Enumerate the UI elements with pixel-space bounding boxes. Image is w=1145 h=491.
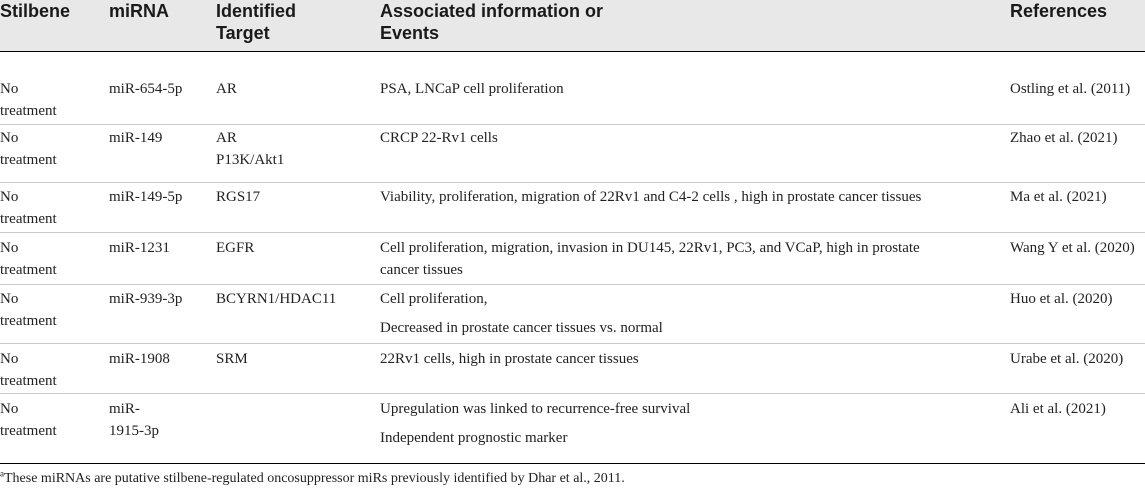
cell-stilbene <box>0 78 57 122</box>
cell-target <box>216 186 260 208</box>
cell-text: miR-1908 <box>109 351 170 367</box>
cell-text: treatment <box>0 152 57 168</box>
cell-text: SRM <box>216 351 248 367</box>
table-footnote <box>0 470 625 488</box>
cell-target <box>216 78 237 100</box>
cell-stilbene <box>0 348 57 392</box>
header-references: References <box>1010 1 1108 21</box>
cell-text: treatment <box>0 103 57 119</box>
cell-text: No <box>0 351 19 367</box>
cell-text: Zhao et al. (2021) <box>1010 130 1118 146</box>
cell-text: AR <box>216 130 237 146</box>
row-divider <box>0 124 1145 125</box>
cell-text: Ali et al. (2021) <box>1010 401 1106 417</box>
cell-text: treatment <box>0 211 57 227</box>
cell-info <box>380 127 498 149</box>
cell-text: Decreased in prostate cancer tissues vs. normal <box>380 320 663 336</box>
cell-text: No <box>0 240 19 256</box>
cell-stilbene <box>0 237 57 281</box>
cell-info <box>380 348 639 370</box>
cell-text: treatment <box>0 313 57 329</box>
cell-text: Wang Y et al. (2020) <box>1010 240 1135 256</box>
cell-reference <box>1010 398 1106 420</box>
cell-text: Cell proliferation, migration, invasion in DU145, 22Rv1, PC3, and VCaP, high in prostate <box>380 240 920 256</box>
cell-text: PSA, LNCaP cell proliferation <box>380 81 564 97</box>
cell-reference <box>1010 237 1135 259</box>
cell-stilbene <box>0 398 57 442</box>
cell-target <box>216 127 284 171</box>
cell-text: No <box>0 130 19 146</box>
header-stilbene: Stilbene <box>0 1 71 21</box>
cell-target <box>216 288 336 310</box>
row-divider <box>0 182 1145 183</box>
row-divider <box>0 284 1145 285</box>
row-divider <box>0 393 1145 394</box>
header-info-line-2: Events <box>380 23 440 43</box>
header-info-line-1: Associated information or <box>380 1 604 21</box>
cell-text: Cell proliferation, <box>380 291 488 307</box>
cell-target <box>216 348 248 370</box>
row-divider <box>0 343 1145 344</box>
cell-mirna <box>109 288 182 310</box>
header-target-line-2: Target <box>216 23 270 43</box>
cell-text: No <box>0 401 19 417</box>
cell-stilbene <box>0 288 57 332</box>
cell-text: Ostling et al. (2011) <box>1010 81 1131 97</box>
footnote-marker: a <box>0 468 4 479</box>
cell-text: miR-149-5p <box>109 189 183 205</box>
cell-text: treatment <box>0 373 57 389</box>
cell-text: miR-1231 <box>109 240 170 256</box>
cell-text: Independent prognostic marker <box>380 430 568 446</box>
cell-mirna <box>109 78 182 100</box>
cell-mirna <box>109 127 162 149</box>
cell-text: 1915-3p <box>109 423 159 439</box>
cell-reference <box>1010 186 1107 208</box>
cell-text: miR- <box>109 401 140 417</box>
cell-reference <box>1010 78 1130 100</box>
cell-text: cancer tissues <box>380 262 463 278</box>
cell-text: P13K/Akt1 <box>216 152 285 168</box>
cell-text: No <box>0 81 19 97</box>
cell-text: RGS17 <box>216 189 261 205</box>
cell-stilbene <box>0 127 57 171</box>
cell-text: AR <box>216 81 237 97</box>
header-target-line-1: Identified <box>216 1 296 21</box>
cell-reference <box>1010 127 1117 149</box>
cell-text: BCYRN1/HDAC11 <box>216 291 337 307</box>
header-info <box>380 0 603 44</box>
cell-text: Upregulation was linked to recurrence-free survival <box>380 401 691 417</box>
cell-info <box>380 237 920 281</box>
cell-text: treatment <box>0 262 57 278</box>
cell-text: 22Rv1 cells, high in prostate cancer tissues <box>380 351 639 367</box>
header-mirna: miRNA <box>109 1 170 21</box>
cell-text: miR-654-5p <box>109 81 183 97</box>
cell-text: treatment <box>0 423 57 439</box>
cell-text: EGFR <box>216 240 255 256</box>
cell-mirna <box>109 398 159 442</box>
cell-stilbene <box>0 186 57 230</box>
cell-mirna <box>109 348 170 370</box>
cell-text: No <box>0 189 19 205</box>
footnote-text: These miRNAs are putative stilbene-regulated oncosuppressor miRs previously identified by Dhar et al., 2011. <box>4 471 625 486</box>
cell-text: No <box>0 291 19 307</box>
cell-info <box>380 288 663 339</box>
cell-text: Viability, proliferation, migration of 22Rv1 and C4-2 cells , high in prostate cancer tissues <box>380 189 922 205</box>
table-header <box>0 0 1145 52</box>
cell-info <box>380 398 690 449</box>
cell-mirna <box>109 186 182 208</box>
cell-mirna <box>109 237 170 259</box>
cell-text: CRCP 22-Rv1 cells <box>380 130 498 146</box>
cell-info <box>380 78 564 100</box>
cell-text: Huo et al. (2020) <box>1010 291 1113 307</box>
cell-text: Ma et al. (2021) <box>1010 189 1107 205</box>
cell-text: Urabe et al. (2020) <box>1010 351 1124 367</box>
cell-reference <box>1010 348 1123 370</box>
header-target <box>216 0 296 44</box>
cell-target <box>216 237 254 259</box>
table-bottom-rule <box>0 463 1145 464</box>
cell-info <box>380 186 921 208</box>
row-divider <box>0 232 1145 233</box>
cell-text: miR-939-3p <box>109 291 183 307</box>
cell-reference <box>1010 288 1112 310</box>
cell-text: miR-149 <box>109 130 163 146</box>
